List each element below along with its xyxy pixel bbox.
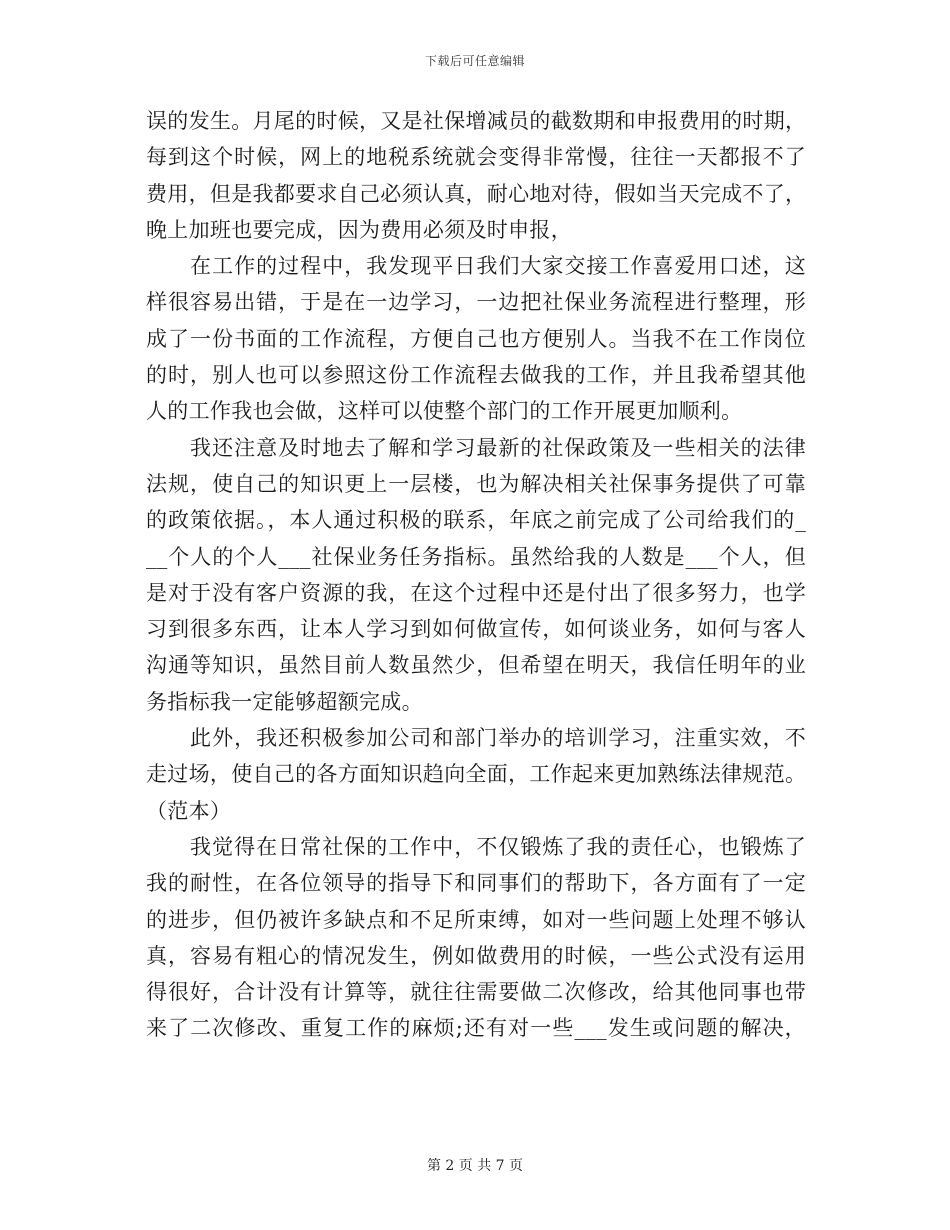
text-line: 人的工作我也会做，这样可以使整个部门的工作开展更加顺利。 — [146, 399, 743, 424]
text-line: 样很容易出错，于是在一边学习，一边把社保业务流程进行整理，形 — [146, 290, 806, 315]
text-line: 习到很多东西，让本人学习到如何做宣传，如何谈业务，如何与客人 — [146, 617, 806, 642]
text-line: 务指标我一定能够超额完成。 — [146, 689, 423, 714]
text-line: 费用，但是我都要求自己必须认真，耐心地对待，假如当天完成不了， — [146, 181, 807, 206]
text-line: 成了一份书面的工作流程，方便自己也方便别人。当我不在工作岗位 — [146, 326, 806, 351]
text-line: 我的耐性，在各位领导的指导下和同事们的帮助下，各方面有了一定 — [146, 871, 806, 896]
text-line: 我还注意及时地去了解和学习最新的社保政策及一些相关的法律 — [146, 435, 806, 460]
text-line: 走过场，使自己的各方面知识趋向全面，工作起来更加熟练法律规范。 — [146, 762, 807, 787]
text-line: 此外，我还积极参加公司和部门举办的培训学习，注重实效，不 — [146, 726, 806, 751]
text-line: 晚上加班也要完成，因为费用必须及时申报， — [146, 217, 572, 242]
text-line: 来了二次修改、重复工作的麻烦;还有对一些___发生或问题的解决， — [146, 1016, 806, 1041]
document-body — [146, 103, 806, 1047]
text-line: （范本） — [146, 798, 232, 823]
text-line: 我觉得在日常社保的工作中，不仅锻炼了我的责任心，也锻炼了 — [146, 834, 806, 859]
text-line: 法规，使自己的知识更上一层楼，也为解决相关社保事务提供了可靠 — [146, 471, 806, 496]
text-line: 的进步，但仍被许多缺点和不足所束缚，如对一些问题上处理不够认 — [146, 907, 806, 932]
page-header: 下载后可任意编辑 — [424, 54, 525, 68]
text-line: 在工作的过程中，我发现平日我们大家交接工作喜爱用口述，这 — [146, 254, 806, 279]
text-line: 真，容易有粗心的情况发生，例如做费用的时候，一些公式没有运用 — [146, 943, 806, 968]
text-line: __个人的个人___社保业务任务指标。虽然给我的人数是___个人，但 — [146, 544, 806, 569]
text-line: 误的发生。月尾的时候，又是社保增减员的截数期和申报费用的时期， — [146, 109, 807, 133]
text-line: 的时，别人也可以参照这份工作流程去做我的工作，并且我希望其他 — [146, 363, 806, 388]
text-line: 每到这个时候，网上的地税系统就会变得非常慢，往往一天都报不了 — [146, 145, 806, 170]
text-line: 是对于没有客户资源的我，在这个过程中还是付出了很多努力，也学 — [146, 580, 806, 605]
page-number-footer: 第 2 页 共 7 页 — [426, 1158, 524, 1174]
text-line: 沟通等知识，虽然目前人数虽然少，但希望在明天，我信任明年的业 — [146, 653, 806, 678]
text-line: 得很好，合计没有计算等，就往往需要做二次修改，给其他同事也带 — [146, 980, 806, 1005]
text-line: 的政策依据。，本人通过积极的联系，年底之前完成了公司给我们的_ — [146, 508, 806, 533]
